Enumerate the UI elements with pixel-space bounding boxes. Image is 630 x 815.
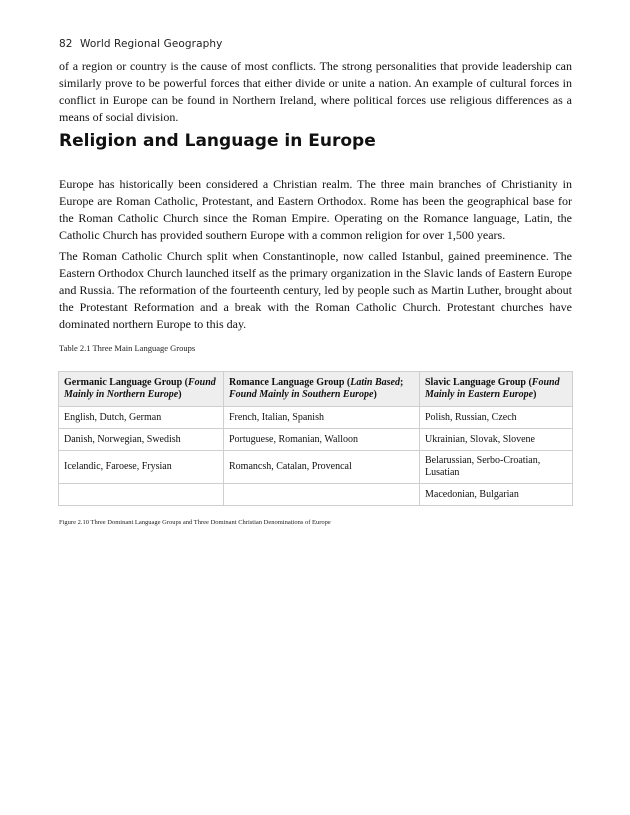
- table-cell: English, Dutch, German: [59, 407, 224, 429]
- section-heading: Religion and Language in Europe: [59, 131, 376, 151]
- table-cell: [224, 484, 420, 506]
- table-row: [59, 429, 573, 451]
- header-slavic: Slavic Language Group (Found Mainly in Eastern Europe): [420, 372, 573, 407]
- intro-paragraph: of a region or country is the cause of most conflicts. The strong personalities that provide leadership can similarly prove to be powerful forces that either divide or unite a nation. An example of cultural forces in conflict in Europe can be found in Northern Ireland, where political forces use religious differences as a means of social division.: [59, 59, 572, 124]
- table-caption: Table 2.1 Three Main Language Groups: [59, 343, 196, 353]
- table-cell: Ukrainian, Slovak, Slovene: [420, 429, 573, 451]
- page-number: 82: [59, 38, 73, 50]
- table-cell: Polish, Russian, Czech: [420, 407, 573, 429]
- table-cell: Icelandic, Faroese, Frysian: [59, 451, 224, 484]
- table-cell: [59, 484, 224, 506]
- header-romance: Romance Language Group (Latin Based; Found Mainly in Southern Europe): [224, 372, 420, 407]
- table-cell: French, Italian, Spanish: [224, 407, 420, 429]
- table-header-row: [59, 372, 573, 407]
- book-title: World Regional Geography: [80, 38, 223, 50]
- paragraph-church-split: The Roman Catholic Church split when Constantinople, now called Istanbul, gained preeminence. The Eastern Orthodox Church launched itself as the primary organization in the Slavic lands of Eastern Europe and Russia. The reformation of the fourteenth century, led by people such as Martin Luther, brought about the Protestant Reformation and a break with the Roman Catholic Church. Protestant churches have dominated northern Europe to this day.: [59, 249, 572, 331]
- table-row: [59, 407, 573, 429]
- table-cell: Macedonian, Bulgarian: [420, 484, 573, 506]
- table-row: [59, 451, 573, 484]
- language-groups-table: [58, 371, 573, 506]
- table-cell: Belarussian, Serbo-Croatian, Lusatian: [420, 451, 573, 484]
- paragraph-religion: Europe has historically been considered a Christian realm. The three main branches of Christianity in Europe are Roman Catholic, Protestant, and Eastern Orthodox. Rome has been the geographical base for the Roman Catholic Church since the Roman Empire. Operating on the Romance language, Latin, the Catholic Church has provided southern Europe with a common religion for over 1,500 years.: [59, 177, 572, 242]
- table-cell: Portuguese, Romanian, Walloon: [224, 429, 420, 451]
- table-cell: Romancsh, Catalan, Provencal: [224, 451, 420, 484]
- header-germanic: Germanic Language Group (Found Mainly in Northern Europe): [59, 372, 224, 407]
- running-header: [59, 38, 222, 50]
- table-cell: Danish, Norwegian, Swedish: [59, 429, 224, 451]
- table-row: [59, 484, 573, 506]
- figure-caption: Figure 2.10 Three Dominant Language Groups and Three Dominant Christian Denominations of Europe: [59, 519, 331, 526]
